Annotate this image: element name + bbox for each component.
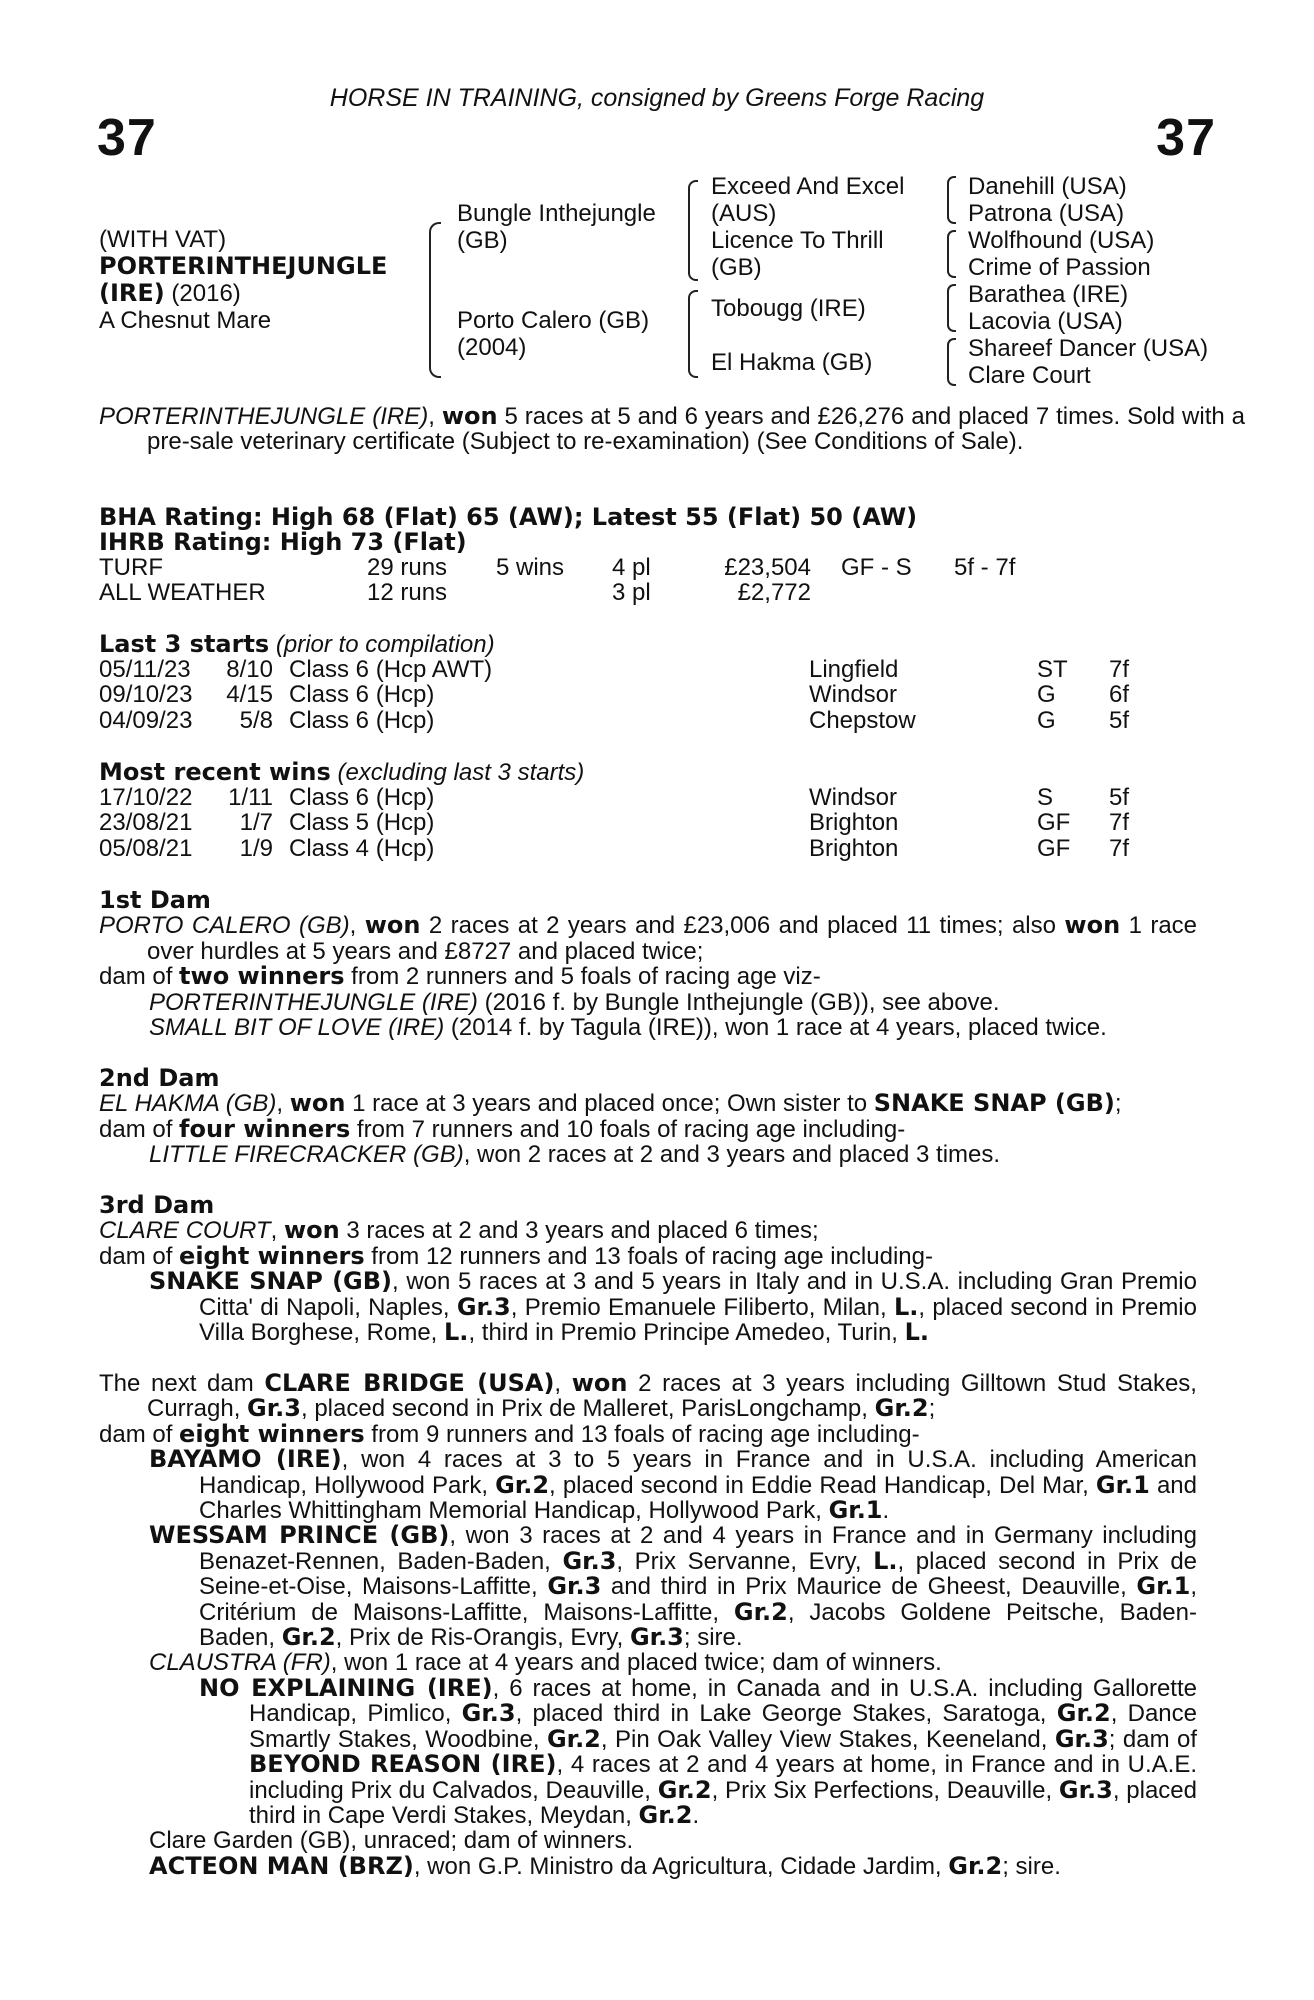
grade-label: Gr.1 xyxy=(1136,1572,1191,1601)
dam-of: dam of xyxy=(99,1420,180,1448)
next-dam-produce-intro xyxy=(99,1419,1197,1448)
listed-label: L. xyxy=(444,1318,469,1347)
table-row xyxy=(99,836,1199,861)
produce-text: , won 5 races at 3 and 5 years in Italy and in U.S.A. including Gran Premio Citta' di Napoli, Naples, xyxy=(199,1268,1197,1321)
record-runs: 12 runs xyxy=(367,579,448,607)
produce-text: . xyxy=(882,1497,890,1525)
produce-name: LITTLE FIRECRACKER (GB) xyxy=(149,1141,464,1169)
bha-rating: BHA Rating: High 68 (Flat) 65 (AW); Latest 55 (Flat) 50 (AW) xyxy=(99,503,918,531)
winners-count: four winners xyxy=(179,1114,351,1143)
win-position: 1/7 xyxy=(239,809,273,837)
grand-6: Lacovia (USA) xyxy=(968,308,1123,335)
page-header: HORSE IN TRAINING, consigned by Greens Forge Racing xyxy=(329,84,985,112)
produce-entry xyxy=(99,1447,1197,1523)
grade-label: Gr.3 xyxy=(547,1572,602,1601)
produce-text: and Charles Whittingham Memorial Handicap, Hollywood Park, xyxy=(199,1471,1198,1525)
produce-text: , Critérium de Maisons-Laffitte, Maisons-Laffitte, xyxy=(199,1573,1197,1626)
grade-label: Gr.3 xyxy=(456,1292,511,1321)
produce-text: , third in Premio Principe Amedeo, Turin, xyxy=(468,1319,905,1347)
produce-text: , won G.P. Ministro da Agricultura, Cidade Jardim, xyxy=(413,1852,949,1880)
grade-label: Gr.3 xyxy=(247,1394,301,1423)
win-position: 1/11 xyxy=(228,784,273,811)
grand-7: Shareef Dancer (USA) xyxy=(968,335,1209,362)
third-dam-produce-intro xyxy=(99,1241,1197,1270)
win-distance: 7f xyxy=(1109,834,1130,862)
summary-text: 5 races at 5 and 6 years and £26,276 and placed 7 times. xyxy=(497,403,1121,430)
produce-name: SMALL BIT OF LOVE (IRE) xyxy=(149,1014,445,1042)
lot-number-left: 37 xyxy=(97,109,157,167)
second-dam-section xyxy=(99,1066,1197,1168)
record-row-turf xyxy=(99,555,1199,580)
horse-origin xyxy=(99,280,241,307)
last3-table xyxy=(99,657,1199,733)
win-date: 17/10/22 xyxy=(99,784,193,811)
first-dam-produce-intro xyxy=(99,964,1197,989)
horse-year: (2016) xyxy=(171,280,241,307)
grade-label: Gr.2 xyxy=(281,1623,336,1652)
sire-dam-line2: (GB) xyxy=(711,254,762,281)
produce-entry xyxy=(99,1269,1197,1345)
grand-8: Clare Court xyxy=(968,362,1091,389)
produce-text: , 4 races at 2 and 4 years at home, in France and in U.A.E. including Prix du Calvados, Deauville, xyxy=(249,1751,1198,1804)
listed-label: L. xyxy=(904,1318,930,1347)
produce-text: , placed second in Premio Villa Borghese, Rome, xyxy=(199,1293,1197,1347)
last3-title: Last 3 starts xyxy=(99,630,270,658)
horse-summary: PORTERINTHEJUNGLE (IRE), won 5 races at 5 and 6 years and £26,276 and placed 7 times. Sold with a pre-sale veterinary certificate (Subject to re-examination) (See Conditions of Sale). xyxy=(99,402,1246,456)
table-row xyxy=(99,785,1199,810)
win-going: GF xyxy=(1037,834,1071,862)
record-money: £23,504 xyxy=(724,554,811,581)
recent-note: (excluding last 3 starts) xyxy=(337,759,585,786)
dam-text: ; xyxy=(928,1395,936,1423)
win-distance: 5f xyxy=(1109,784,1130,811)
grand-2: Patrona (USA) xyxy=(968,200,1125,227)
produce-text: , Prix de Ris-Orangis, Evry, xyxy=(335,1624,630,1652)
start-position: 5/8 xyxy=(239,706,273,734)
start-course: Windsor xyxy=(809,681,898,709)
record-surface: TURF xyxy=(99,554,163,581)
sire-sire-line1: Exceed And Excel xyxy=(711,173,905,200)
table-row xyxy=(99,682,1199,707)
sire-line2: (GB) xyxy=(457,227,508,254)
grade-label: Gr.2 xyxy=(733,1597,788,1626)
grand-3: Wolfhound (USA) xyxy=(968,227,1155,254)
start-date: 09/10/23 xyxy=(99,681,193,709)
last3-note: (prior to compilation) xyxy=(275,631,495,658)
win-date: 05/08/21 xyxy=(99,834,193,862)
produce-text: , Pin Oak Valley View Stakes, Keeneland, xyxy=(600,1725,1055,1753)
first-dam-record: PORTO CALERO (GB), won 2 races at 2 years and £23,006 and placed 11 times; also won 1 race over hurdles at 5 years and £8727 and placed twice; xyxy=(99,911,1198,965)
start-date: 05/11/23 xyxy=(99,656,191,683)
horse-description: A Chesnut Mare xyxy=(99,307,272,334)
produce-text: (2016 f. by Bungle Inthejungle (GB)), see above. xyxy=(477,988,1000,1016)
dam-text: 2 races at 3 years including Gilltown Stud Stakes, Curragh, xyxy=(147,1370,1197,1423)
grade-label: Gr.2 xyxy=(1056,1699,1111,1728)
grade-label: Gr.3 xyxy=(562,1546,617,1575)
win-going: GF xyxy=(1037,809,1071,837)
second-dam-heading: 2nd Dam xyxy=(99,1064,220,1092)
produce-text: , Prix Servanne, Evry, xyxy=(616,1547,874,1575)
dam-sire: Tobougg (IRE) xyxy=(711,295,866,322)
win-course: Windsor xyxy=(809,784,898,811)
start-distance: 6f xyxy=(1109,681,1130,709)
winners-count: two winners xyxy=(179,962,345,991)
start-going: ST xyxy=(1037,656,1068,683)
grade-label: Gr.1 xyxy=(828,1496,883,1525)
start-position: 4/15 xyxy=(226,681,273,709)
produce-text: and third in Prix Maurice de Gheest, Deauville, xyxy=(601,1573,1137,1601)
record-runs: 29 runs xyxy=(367,554,448,581)
vat-label: (WITH VAT) xyxy=(99,226,227,253)
produce-text: Clare Garden (GB), unraced; dam of winners. xyxy=(149,1827,634,1855)
next-dam-section xyxy=(99,1371,1197,1879)
first-dam-heading: 1st Dam xyxy=(99,886,211,914)
produce-name: PORTERINTHEJUNGLE (IRE) xyxy=(149,988,478,1016)
grade-label: Gr.2 xyxy=(657,1775,712,1804)
second-dam-produce-intro xyxy=(99,1114,1197,1143)
brace-sire xyxy=(688,180,698,281)
produce-name: BEYOND REASON (IRE) xyxy=(249,1750,557,1779)
dam-text: , placed second in Prix de Malleret, ParisLongchamp, xyxy=(300,1395,875,1423)
dam-name: EL HAKMA (GB) xyxy=(99,1090,277,1118)
ihrb-rating: IHRB Rating: High 73 (Flat) xyxy=(99,528,467,556)
start-class: Class 6 (Hcp) xyxy=(289,706,435,734)
next-dam-record xyxy=(99,1371,1197,1422)
grade-label: Gr.2 xyxy=(948,1851,1003,1880)
race-record xyxy=(99,555,1199,606)
produce-name: NO EXPLAINING (IRE) xyxy=(199,1673,493,1702)
vet-note: Sold with a pre-sale veterinary certificate (Subject to re-examination) (See Conditions of Sale). xyxy=(147,403,1246,456)
win-course: Brighton xyxy=(809,809,899,837)
winners-count: eight winners xyxy=(179,1419,365,1448)
start-course: Lingfield xyxy=(809,656,899,683)
record-row-aw xyxy=(99,580,1199,605)
dam-text: from 2 runners and 5 foals of racing age viz- xyxy=(344,963,821,991)
dam-name: PORTO CALERO (GB) xyxy=(99,912,350,940)
first-dam-section xyxy=(99,888,1197,1040)
win-class: Class 4 (Hcp) xyxy=(289,834,435,862)
produce-entry xyxy=(99,1523,1197,1650)
won-label: won xyxy=(441,402,498,430)
grade-label: Gr.2 xyxy=(495,1470,550,1499)
table-row xyxy=(99,810,1199,835)
win-course: Brighton xyxy=(809,834,899,862)
won-label: won xyxy=(1064,911,1121,940)
third-dam-section xyxy=(99,1193,1197,1345)
sire-sire-line2: (AUS) xyxy=(711,200,777,227)
produce-name: ACTEON MAN (BRZ) xyxy=(149,1851,414,1880)
produce-entry xyxy=(99,1851,1197,1880)
produce-entry xyxy=(99,1015,1197,1040)
start-class: Class 6 (Hcp) xyxy=(289,681,435,709)
produce-text: (2014 f. by Tagula (IRE)), won 1 race at 4 years, placed twice. xyxy=(444,1014,1107,1042)
produce-name: CLAUSTRA (FR) xyxy=(149,1649,331,1677)
listed-label: L. xyxy=(893,1292,919,1321)
start-going: G xyxy=(1037,706,1056,734)
third-dam-record: CLARE COURT, won 3 races at 2 and 3 years and placed 6 times; xyxy=(99,1216,819,1245)
dam-text: 2 races at 2 years and £23,006 and placed 11 times; also xyxy=(420,912,1065,940)
dam-text: The next dam xyxy=(99,1370,265,1397)
produce-entry xyxy=(99,1142,1197,1167)
start-going: G xyxy=(1037,681,1056,709)
record-going: GF - S xyxy=(841,554,912,581)
record-placed: 3 pl xyxy=(612,579,651,607)
produce-text: ; sire. xyxy=(683,1624,743,1652)
grand-1: Danehill (USA) xyxy=(968,173,1127,200)
sister-name: SNAKE SNAP (GB) xyxy=(873,1089,1115,1118)
recent-heading xyxy=(99,760,584,785)
produce-text: , placed third in Cape Verdi Stakes, Meydan, xyxy=(249,1776,1197,1829)
produce-text: , won 2 races at 2 and 3 years and placed 3 times. xyxy=(463,1141,1001,1169)
dam-text: from 12 runners and 13 foals of racing age including- xyxy=(364,1242,933,1270)
lot-number-right: 37 xyxy=(1156,109,1216,167)
brace-g1 xyxy=(947,176,956,224)
start-position: 8/10 xyxy=(226,656,273,683)
won-label: won xyxy=(364,911,421,940)
dam-text: from 9 runners and 13 foals of racing age including- xyxy=(364,1420,920,1448)
start-class: Class 6 (Hcp AWT) xyxy=(289,656,493,683)
grade-label: Gr.2 xyxy=(874,1394,929,1423)
produce-text: ; sire. xyxy=(1002,1852,1061,1880)
grand-5: Barathea (IRE) xyxy=(968,281,1129,308)
summary-name: PORTERINTHEJUNGLE (IRE) xyxy=(99,403,429,430)
winners-count: eight winners xyxy=(179,1241,365,1270)
grade-label: Gr.1 xyxy=(1095,1470,1150,1499)
dam-dam: El Hakma (GB) xyxy=(711,349,873,376)
produce-text: , won 3 races at 2 and 4 years in France and in Germany including Benazet-Rennen, Baden-Baden, xyxy=(199,1522,1197,1575)
dam-text: , xyxy=(554,1370,572,1397)
start-distance: 5f xyxy=(1109,706,1130,734)
win-class: Class 5 (Hcp) xyxy=(289,809,435,837)
sire-dam-line1: Licence To Thrill xyxy=(711,227,884,254)
produce-name: WESSAM PRINCE (GB) xyxy=(149,1521,450,1550)
brace-main xyxy=(429,222,441,378)
dam-name: CLARE BRIDGE (USA) xyxy=(264,1369,555,1397)
won-label: won xyxy=(571,1369,628,1397)
brace-g4 xyxy=(947,338,956,386)
grade-label: Gr.3 xyxy=(461,1699,516,1728)
dam-text: 1 race at 3 years and placed once; Own sister to xyxy=(345,1090,874,1118)
produce-text: , Prix Six Perfections, Deauville, xyxy=(711,1776,1059,1804)
win-class: Class 6 (Hcp) xyxy=(289,784,435,811)
win-date: 23/08/21 xyxy=(99,809,193,837)
dam-of: dam of xyxy=(99,1115,180,1143)
dam-line1: Porto Calero (GB) xyxy=(457,307,650,334)
dam-text: from 7 runners and 10 foals of racing age including- xyxy=(350,1115,906,1143)
grade-label: Gr.2 xyxy=(638,1800,693,1829)
record-distance: 5f - 7f xyxy=(954,554,1016,581)
recent-title: Most recent wins xyxy=(99,758,331,786)
win-distance: 7f xyxy=(1109,809,1130,837)
grade-label: Gr.3 xyxy=(1058,1775,1113,1804)
listed-label: L. xyxy=(873,1546,898,1575)
produce-text: ; dam of xyxy=(1108,1725,1198,1753)
win-going: S xyxy=(1037,784,1054,811)
start-date: 04/09/23 xyxy=(99,706,193,734)
dam-text: ; xyxy=(1114,1090,1122,1118)
third-dam-heading: 3rd Dam xyxy=(99,1191,215,1219)
record-surface: ALL WEATHER xyxy=(99,579,266,607)
won-label: won xyxy=(289,1089,346,1118)
produce-text: , placed second in Prix de Seine-et-Oise, Maisons-Laffitte, xyxy=(199,1547,1198,1601)
produce-text: , placed second in Eddie Read Handicap, Del Mar, xyxy=(549,1471,1096,1499)
brace-dam xyxy=(688,290,698,378)
dam-name: CLARE COURT xyxy=(99,1217,271,1245)
produce-entry xyxy=(99,1828,1197,1853)
grade-label: Gr.3 xyxy=(629,1623,684,1652)
record-wins: 5 wins xyxy=(496,554,565,581)
sire-line1: Bungle Inthejungle xyxy=(457,200,656,227)
produce-entry xyxy=(99,990,1197,1015)
dam-line2: (2004) xyxy=(457,334,527,361)
dam-text: 3 races at 2 and 3 years and placed 6 times; xyxy=(339,1217,819,1245)
produce-name: SNAKE SNAP (GB) xyxy=(149,1267,393,1296)
second-dam-record: EL HAKMA (GB), won 1 race at 3 years and placed once; Own sister to SNAKE SNAP (GB); xyxy=(99,1089,1122,1118)
produce-text: , Jacobs Goldene Peitsche, Baden-Baden, xyxy=(199,1598,1197,1652)
horse-suffix: (IRE) xyxy=(99,279,165,307)
start-distance: 7f xyxy=(1109,656,1130,683)
produce-text: , won 1 race at 4 years and placed twice; dam of winners. xyxy=(330,1649,942,1677)
win-position: 1/9 xyxy=(239,834,273,862)
table-row xyxy=(99,657,1199,682)
recent-table xyxy=(99,785,1199,861)
dam-text: 1 race over hurdles at 5 years and £8727 and placed twice; xyxy=(147,912,1198,965)
produce-text: , 6 races at home, in Canada and in U.S.A. including Gallorette Handicap, Pimlico, xyxy=(249,1674,1197,1728)
start-course: Chepstow xyxy=(809,706,916,734)
last3-heading xyxy=(99,632,495,657)
won-label: won xyxy=(283,1216,340,1245)
horse-name: PORTERINTHEJUNGLE xyxy=(99,252,388,280)
dam-of: dam of xyxy=(99,963,180,991)
grade-label: Gr.3 xyxy=(1054,1724,1109,1753)
brace-g3 xyxy=(947,284,956,332)
grand-4: Crime of Passion xyxy=(968,254,1151,281)
produce-text: , Premio Emanuele Filiberto, Milan, xyxy=(510,1293,894,1321)
dam-of: dam of xyxy=(99,1242,180,1270)
produce-text: . xyxy=(692,1801,700,1829)
record-placed: 4 pl xyxy=(612,554,651,581)
produce-text: , placed third in Lake George Stakes, Saratoga, xyxy=(515,1700,1057,1728)
produce-text: , Dance Smartly Stakes, Woodbine, xyxy=(249,1700,1198,1753)
produce-text: , won 4 races at 3 to 5 years in France and in U.S.A. including American Handicap, Hollywood Park, xyxy=(199,1446,1197,1499)
record-money: £2,772 xyxy=(737,579,811,607)
table-row xyxy=(99,708,1199,733)
brace-g2 xyxy=(947,230,956,278)
produce-entry xyxy=(99,1673,1198,1829)
produce-name: BAYAMO (IRE) xyxy=(149,1445,342,1474)
produce-entry xyxy=(99,1650,1197,1675)
grade-label: Gr.2 xyxy=(546,1724,601,1753)
